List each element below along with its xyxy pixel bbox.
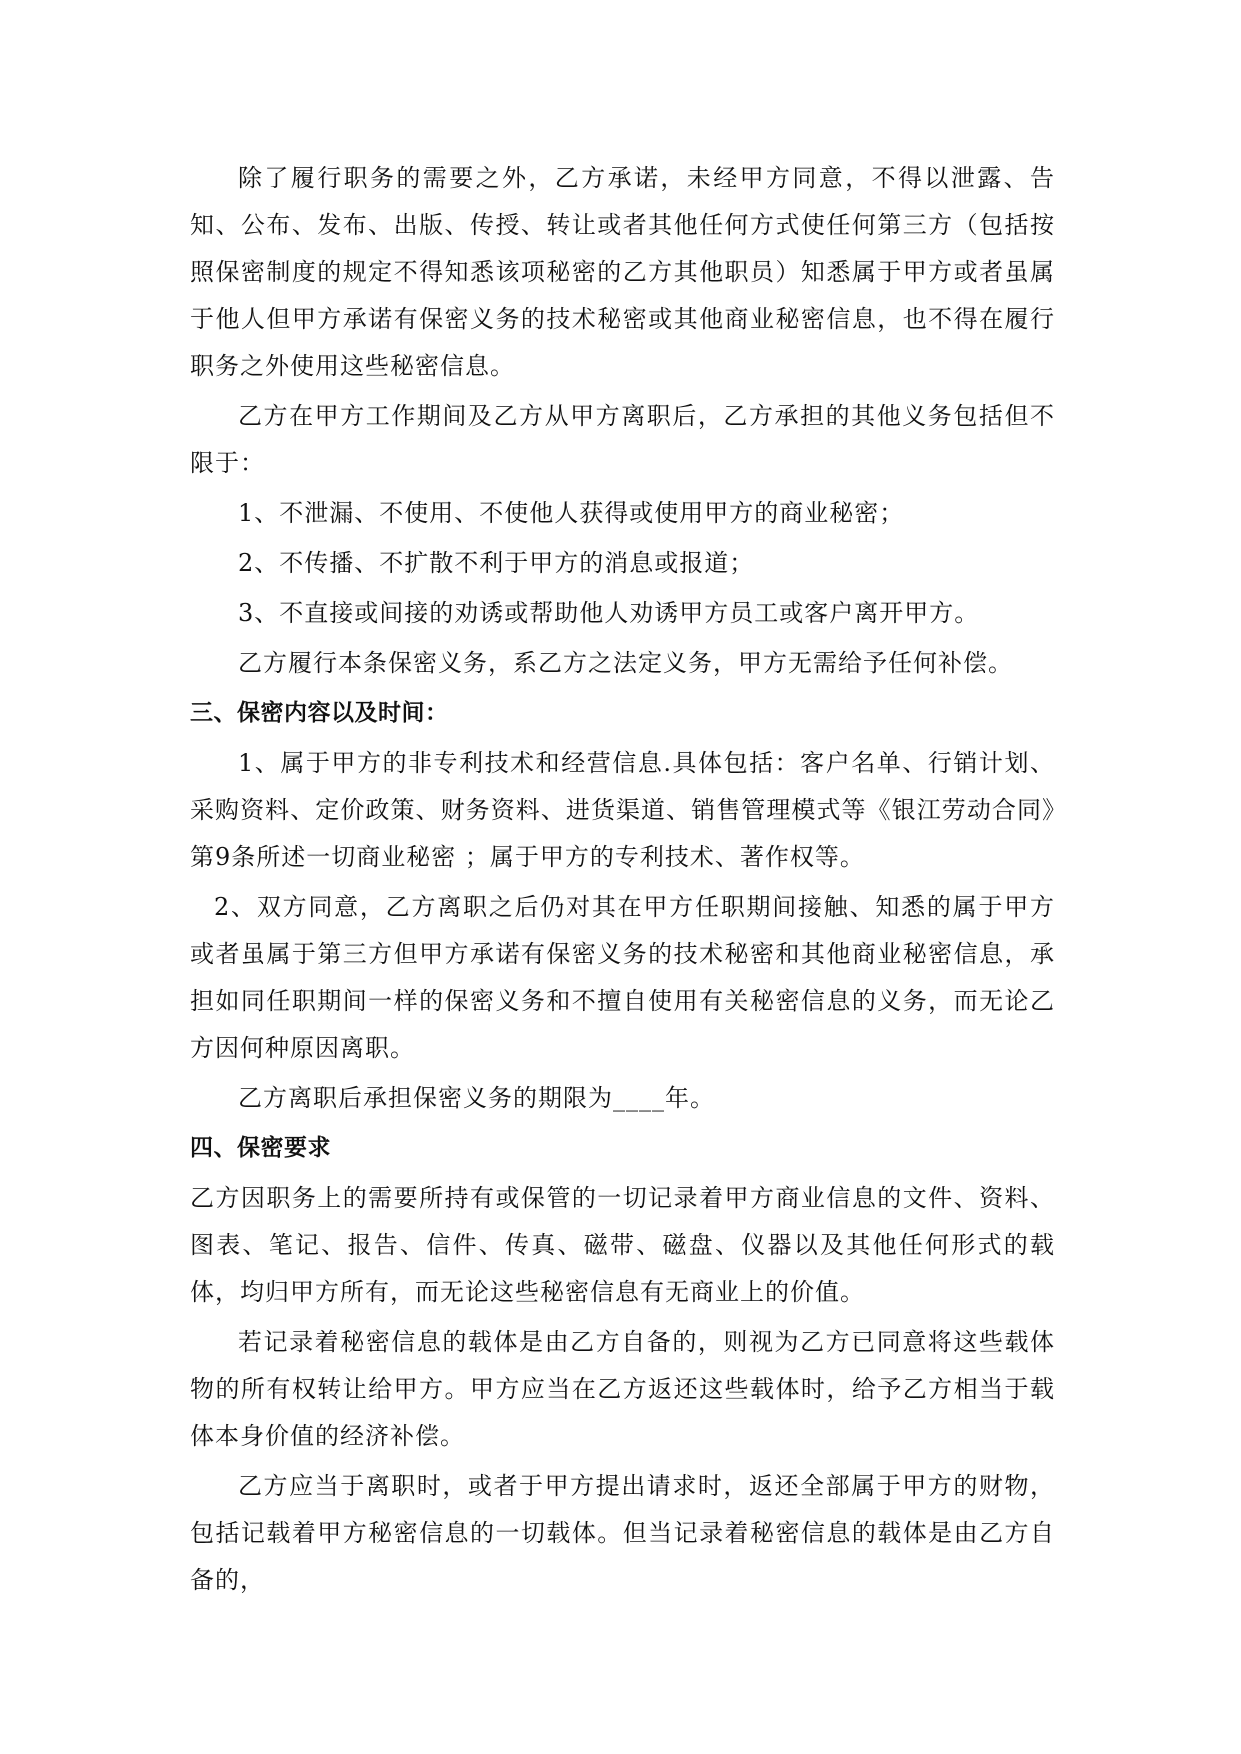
- paragraph-post-departure: 2、双方同意，乙方离职之后仍对其在甲方任职期间接触、知悉的属于甲方或者虽属于第三方但甲方承诺有保密义务的技术秘密和其他商业秘密信息，承担如同任职期间一样的保密义务和不擅自使用有关秘密信息的义务，而无论乙方因何种原因离职。: [190, 893, 1055, 1062]
- document-page: [190, 155, 1055, 1607]
- paragraph-no-compensation: 乙方履行本条保密义务，系乙方之法定义务，甲方无需给予任何补偿。: [238, 649, 1013, 677]
- list-item: 1、不泄漏、不使用、不使他人获得或使用甲方的商业秘密；: [238, 499, 905, 527]
- section-heading-4: 四、保密要求: [190, 1135, 331, 1161]
- paragraph-confidentiality-duty: 除了履行职务的需要之外，乙方承诺，未经甲方同意，不得以泄露、告知、公布、发布、出版、传授、转让或者其他任何方式使任何第三方（包括按照保密制度的规定不得知悉该项秘密的乙方其他职员）知悉属于甲方或者虽属于他人但甲方承诺有保密义务的技术秘密或其他商业秘密信息，也不得在履行职务之外使用这些秘密信息。: [190, 164, 1055, 380]
- paragraph-self-provided-carrier: 若记录着秘密信息的载体是由乙方自备的，则视为乙方已同意将这些载体物的所有权转让给甲方。甲方应当在乙方返还这些载体时，给予乙方相当于载体本身价值的经济补偿。: [190, 1328, 1055, 1450]
- paragraph-other-obligations: 乙方在甲方工作期间及乙方从甲方离职后，乙方承担的其他义务包括但不限于：: [190, 402, 1055, 477]
- list-item: 3、不直接或间接的劝诱或帮助他人劝诱甲方员工或客户离开甲方。: [238, 599, 980, 627]
- section-heading-3: 三、保密内容以及时间：: [190, 700, 449, 726]
- paragraph-duty-period: 乙方离职后承担保密义务的期限为____年。: [238, 1084, 715, 1112]
- paragraph-carrier-ownership: 乙方因职务上的需要所持有或保管的一切记录着甲方商业信息的文件、资料、图表、笔记、报告、信件、传真、磁带、磁盘、仪器以及其他任何形式的载体，均归甲方所有，而无论这些秘密信息有无商业上的价值。: [190, 1184, 1055, 1306]
- list-item: 2、不传播、不扩散不利于甲方的消息或报道；: [238, 549, 755, 577]
- paragraph-return-property: 乙方应当于离职时，或者于甲方提出请求时，返还全部属于甲方的财物，包括记载着甲方秘密信息的一切载体。但当记录着秘密信息的载体是由乙方自备的，: [190, 1472, 1055, 1594]
- paragraph-secret-scope: 1、属于甲方的非专利技术和经营信息.具体包括：客户名单、行销计划、采购资料、定价政策、财务资料、进货渠道、销售管理模式等《银江劳动合同》第9条所述一切商业秘密 ；属于甲方的专利技术、著作权等。: [190, 749, 1055, 871]
